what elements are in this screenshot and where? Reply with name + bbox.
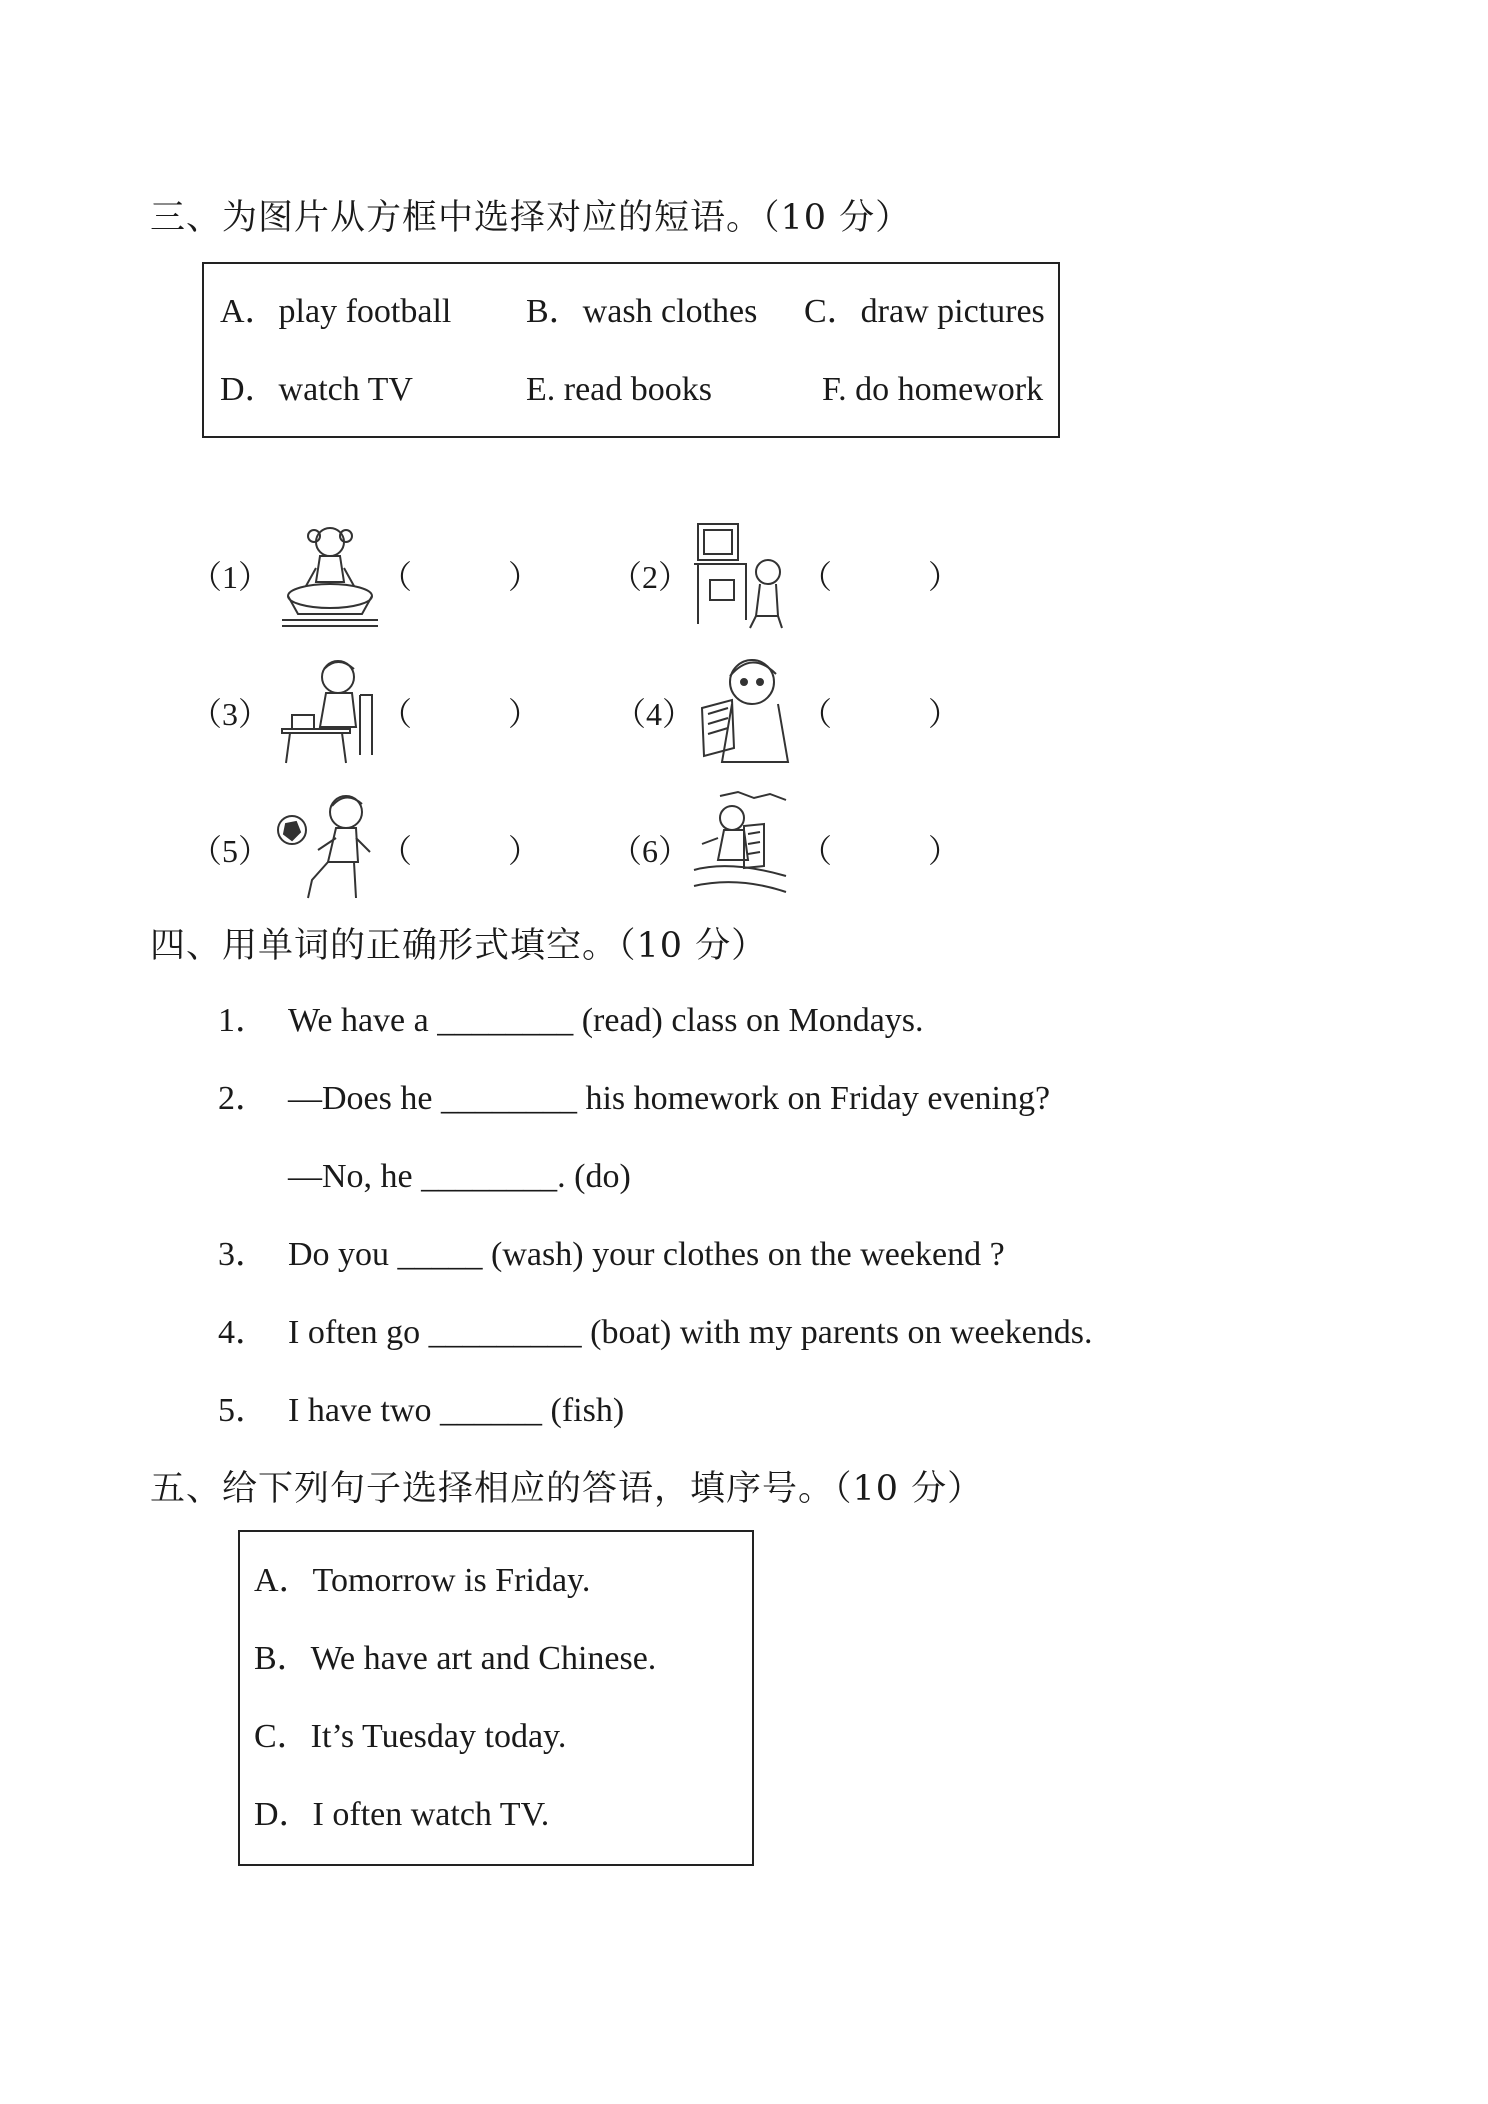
item-text: —No, he ________. (do) bbox=[288, 1158, 631, 1195]
item-number: 1． bbox=[218, 1002, 269, 1039]
answer-paren-1[interactable]: （ ） bbox=[380, 559, 541, 595]
answer-a: A．Tomorrow is Friday. bbox=[254, 1562, 591, 1599]
boy-doing-homework-icon bbox=[280, 655, 380, 767]
option-b: B．wash clothes bbox=[526, 293, 758, 330]
answer-paren-4[interactable]: （ ） bbox=[800, 696, 961, 732]
option-e: E. read books bbox=[526, 371, 713, 408]
fill-item-2 bbox=[218, 1078, 1050, 1120]
question-3-label: （3） bbox=[190, 696, 271, 732]
fill-item-4 bbox=[218, 1312, 1093, 1354]
section-4-title: 四、用单词的正确形式填空。（10 分） bbox=[150, 926, 768, 966]
answer-c: C．It’s Tuesday today. bbox=[254, 1718, 567, 1755]
answer-paren-2[interactable]: （ ） bbox=[800, 559, 961, 595]
phrase-options-box bbox=[202, 262, 1060, 438]
boy-playing-football-icon bbox=[274, 790, 374, 902]
answer-d: D．I often watch TV. bbox=[254, 1796, 550, 1833]
question-5-label: （5） bbox=[190, 833, 271, 869]
option-d: D．watch TV bbox=[220, 371, 413, 408]
option-c: C．draw pictures bbox=[804, 293, 1045, 330]
question-2-label: （2） bbox=[610, 559, 691, 595]
section-5-title: 五、给下列句子选择相应的答语，填序号。（10 分） bbox=[150, 1469, 984, 1509]
option-f: F. do homework bbox=[822, 371, 1044, 408]
fill-item-5 bbox=[218, 1390, 624, 1432]
item-number: 2． bbox=[218, 1080, 269, 1117]
answer-paren-5[interactable]: （ ） bbox=[380, 833, 541, 869]
item-number: 3． bbox=[218, 1236, 269, 1273]
item-text: We have a ________ (read) class on Mondays. bbox=[288, 1002, 924, 1039]
question-1-label: （1） bbox=[190, 559, 271, 595]
girl-washing-clothes-icon bbox=[280, 520, 380, 632]
fill-item-3 bbox=[218, 1234, 1005, 1276]
question-6-label: （6） bbox=[610, 833, 691, 869]
option-a: A．play football bbox=[220, 293, 452, 330]
item-text: Do you _____ (wash) your clothes on the weekend ? bbox=[288, 1236, 1005, 1273]
boy-drawing-pictures-icon bbox=[690, 790, 790, 902]
answer-paren-3[interactable]: （ ） bbox=[380, 696, 541, 732]
section-3-title: 三、为图片从方框中选择对应的短语。（10 分） bbox=[150, 198, 912, 238]
item-text: I often go _________ (boat) with my parents on weekends. bbox=[288, 1314, 1093, 1351]
item-number: 4． bbox=[218, 1314, 269, 1351]
item-text: —Does he ________ his homework on Friday evening? bbox=[288, 1080, 1051, 1117]
item-text: I have two ______ (fish) bbox=[288, 1392, 625, 1429]
question-4-label: （4） bbox=[614, 696, 695, 732]
item-number: 5． bbox=[218, 1392, 269, 1429]
fill-item-2-reply bbox=[218, 1156, 631, 1198]
boy-reading-book-icon bbox=[692, 652, 792, 764]
answer-paren-6[interactable]: （ ） bbox=[800, 833, 961, 869]
answer-b: B．We have art and Chinese. bbox=[254, 1640, 657, 1677]
fill-item-1 bbox=[218, 1000, 924, 1042]
boy-watching-tv-icon bbox=[690, 520, 790, 632]
